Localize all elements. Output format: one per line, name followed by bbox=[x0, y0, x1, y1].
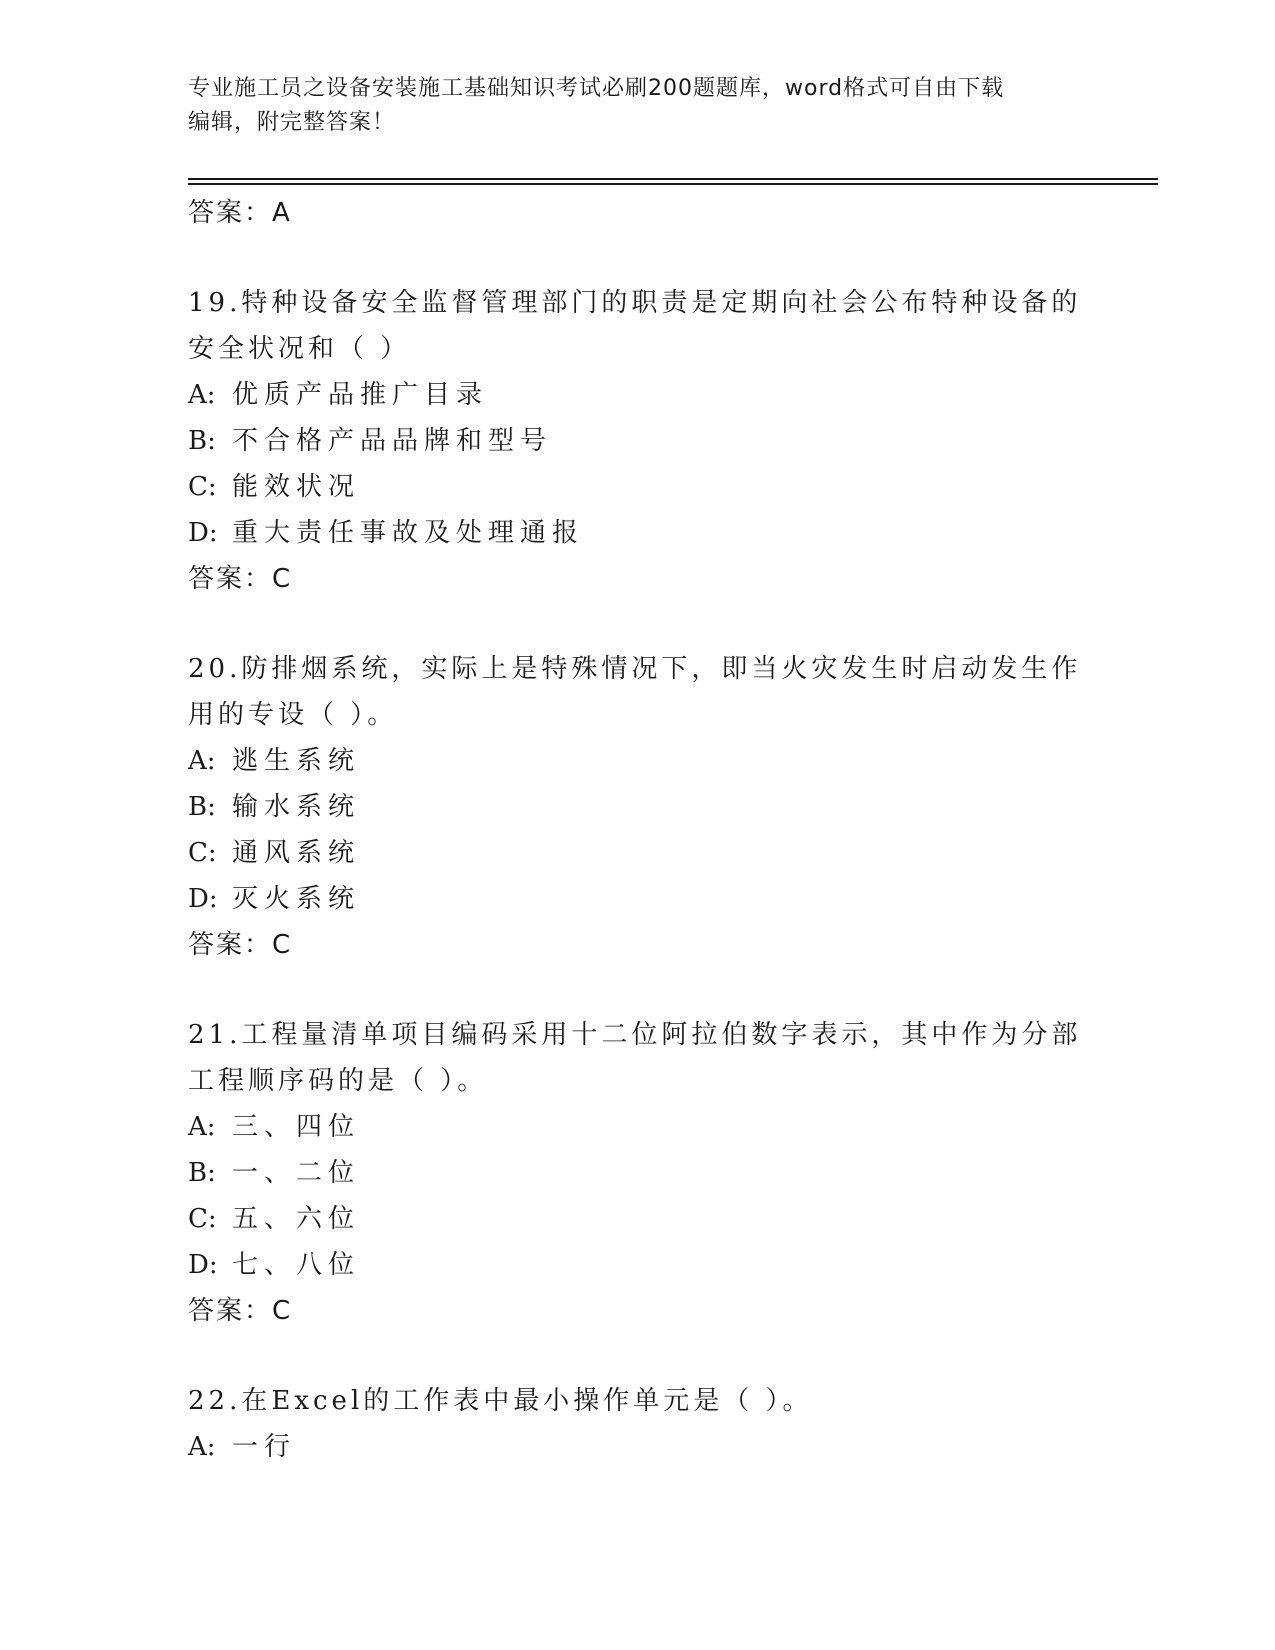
option-text: 五、六位 bbox=[232, 1204, 361, 1234]
option-letter: C: bbox=[188, 472, 217, 502]
option-b bbox=[188, 418, 1108, 464]
option-letter: B: bbox=[188, 1158, 216, 1188]
option-letter: B: bbox=[188, 792, 216, 822]
answer-line: 答案：A bbox=[188, 198, 292, 228]
question-19 bbox=[188, 280, 1108, 602]
option-letter: A: bbox=[188, 746, 216, 776]
option-b bbox=[188, 784, 1108, 830]
option-letter: A: bbox=[188, 380, 216, 410]
option-d bbox=[188, 876, 1108, 922]
option-letter: D: bbox=[188, 884, 218, 914]
option-letter: C: bbox=[188, 1204, 217, 1234]
question-20 bbox=[188, 646, 1108, 968]
question-21 bbox=[188, 1012, 1108, 1334]
option-text: 七、八位 bbox=[232, 1250, 361, 1280]
question-22 bbox=[188, 1378, 1108, 1470]
option-letter: D: bbox=[188, 1250, 218, 1280]
option-a bbox=[188, 1104, 1108, 1150]
document-header bbox=[188, 72, 1088, 140]
answer-line: 答案：C bbox=[188, 930, 293, 960]
option-text: 通风系统 bbox=[232, 838, 361, 868]
option-c bbox=[188, 830, 1108, 876]
option-text: 能效状况 bbox=[232, 472, 361, 502]
header-divider-top bbox=[188, 178, 1158, 180]
option-text: 逃生系统 bbox=[232, 746, 361, 776]
option-letter: B: bbox=[188, 426, 216, 456]
option-c bbox=[188, 1196, 1108, 1242]
option-text: 不合格产品品牌和型号 bbox=[232, 426, 553, 456]
question-list bbox=[188, 190, 1108, 1470]
question-stem: 19.特种设备安全监督管理部门的职责是定期向社会公布特种设备的安全状况和（ ） bbox=[188, 288, 1082, 364]
option-d bbox=[188, 1242, 1108, 1288]
option-letter: C: bbox=[188, 838, 217, 868]
question-stem: 21.工程量清单项目编码采用十二位阿拉伯数字表示，其中作为分部工程顺序码的是（ ）。 bbox=[188, 1020, 1082, 1096]
option-letter: D: bbox=[188, 518, 218, 548]
option-a bbox=[188, 372, 1108, 418]
option-text: 优质产品推广目录 bbox=[232, 380, 489, 410]
option-text: 一行 bbox=[232, 1432, 297, 1462]
question-stem: 22.在Excel的工作表中最小操作单元是（ ）。 bbox=[188, 1386, 813, 1416]
option-text: 重大责任事故及处理通报 bbox=[232, 518, 585, 548]
option-d bbox=[188, 510, 1108, 556]
option-text: 灭火系统 bbox=[232, 884, 361, 914]
option-a bbox=[188, 738, 1108, 784]
question-stem: 20.防排烟系统，实际上是特殊情况下，即当火灾发生时启动发生作用的专设（ ）。 bbox=[188, 654, 1082, 730]
option-c bbox=[188, 464, 1108, 510]
option-text: 三、四位 bbox=[232, 1112, 361, 1142]
option-a bbox=[188, 1424, 1108, 1470]
answer-line: 答案：C bbox=[188, 564, 293, 594]
option-letter: A: bbox=[188, 1112, 216, 1142]
option-b bbox=[188, 1150, 1108, 1196]
header-divider-bottom bbox=[188, 183, 1158, 185]
answer-line: 答案：C bbox=[188, 1296, 293, 1326]
option-text: 一、二位 bbox=[232, 1158, 361, 1188]
option-text: 输水系统 bbox=[232, 792, 361, 822]
header-title-line-1: 专业施工员之设备安装施工基础知识考试必刷200题题库，word格式可自由下载 bbox=[188, 76, 1005, 101]
option-letter: A: bbox=[188, 1432, 216, 1462]
header-title-line-2: 编辑，附完整答案！ bbox=[188, 110, 396, 135]
